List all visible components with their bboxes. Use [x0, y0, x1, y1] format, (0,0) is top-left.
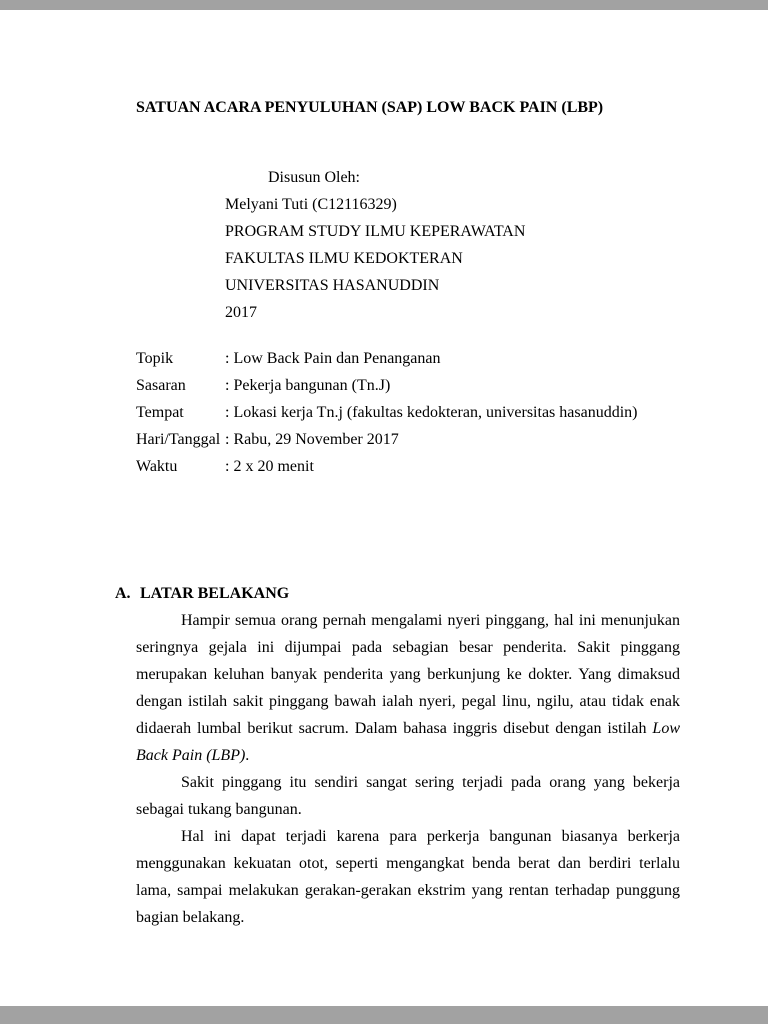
paragraph-1-period: .: [245, 747, 250, 764]
year-line: 2017: [225, 304, 257, 321]
paragraph-3: Hal ini dapat terjadi karena para perkerja bangunan biasanya berkerja menggunakan kekuatan otot, seperti mengangkat benda berat dan berdiri terlalu lama, sampai melakukan gerakan-gerakan ekstrim yang rentan terhadap punggung bagian belakang.: [136, 828, 680, 926]
detail-label: Hari/Tanggal: [136, 431, 221, 448]
detail-value: : Lokasi kerja Tn.j (fakultas kedokteran, universitas hasanuddin): [225, 404, 638, 421]
section-heading-text: LATAR BELAKANG: [140, 585, 290, 602]
section-heading-latar-belakang: [115, 580, 680, 607]
university-line: UNIVERSITAS HASANUDDIN: [225, 277, 440, 294]
author-name: Melyani Tuti (C12116329): [225, 196, 397, 213]
detail-row-hari-tanggal: [136, 426, 680, 453]
detail-value: : Rabu, 29 November 2017: [225, 431, 399, 448]
paragraph-1: [136, 607, 680, 769]
detail-value: : Pekerja bangunan (Tn.J): [225, 377, 391, 394]
detail-label: Tempat: [136, 404, 184, 421]
detail-value: : Low Back Pain dan Penanganan: [225, 350, 441, 367]
program-line: PROGRAM STUDY ILMU KEPERAWATAN: [225, 223, 526, 240]
detail-value: : 2 x 20 menit: [225, 458, 314, 475]
paragraph-1-text: Hampir semua orang pernah mengalami nyeri pinggang, hal ini menunjukan seringnya gejala ini dijumpai pada sebagian besar penderita. Sakit pinggang merupakan keluhan banyak penderita yang berkunjung ke dokter. Yang dimaksud dengan istilah sakit pinggang bawah ialah nyeri, pegal linu, ngilu, atau tidak enak didaerah lumbal berikut sacrum. Dalam bahasa inggris disebut dengan istilah: [136, 612, 680, 737]
detail-row-tempat: [136, 399, 680, 426]
detail-row-sasaran: [136, 372, 680, 399]
author-block-heading: Disusun Oleh:: [268, 169, 360, 186]
faculty-line: FAKULTAS ILMU KEDOKTERAN: [225, 250, 463, 267]
document-page: [0, 10, 768, 1006]
paragraph-2: Sakit pinggang itu sendiri sangat sering terjadi pada orang yang bekerja sebagai tukang bangunan.: [136, 774, 680, 818]
paragraph-1-italic-term: Low Back Pain (LBP): [136, 720, 680, 764]
details-list: [136, 345, 680, 480]
author-block: [225, 164, 680, 326]
detail-label: Waktu: [136, 458, 178, 475]
document-title: SATUAN ACARA PENYULUHAN (SAP) LOW BACK PAIN (LBP): [136, 99, 604, 116]
section-marker: A.: [115, 585, 131, 602]
detail-row-waktu: [136, 453, 680, 480]
detail-label: Sasaran: [136, 377, 186, 394]
section-body: [136, 607, 680, 931]
detail-row-topik: [136, 345, 680, 372]
detail-label: Topik: [136, 350, 174, 367]
